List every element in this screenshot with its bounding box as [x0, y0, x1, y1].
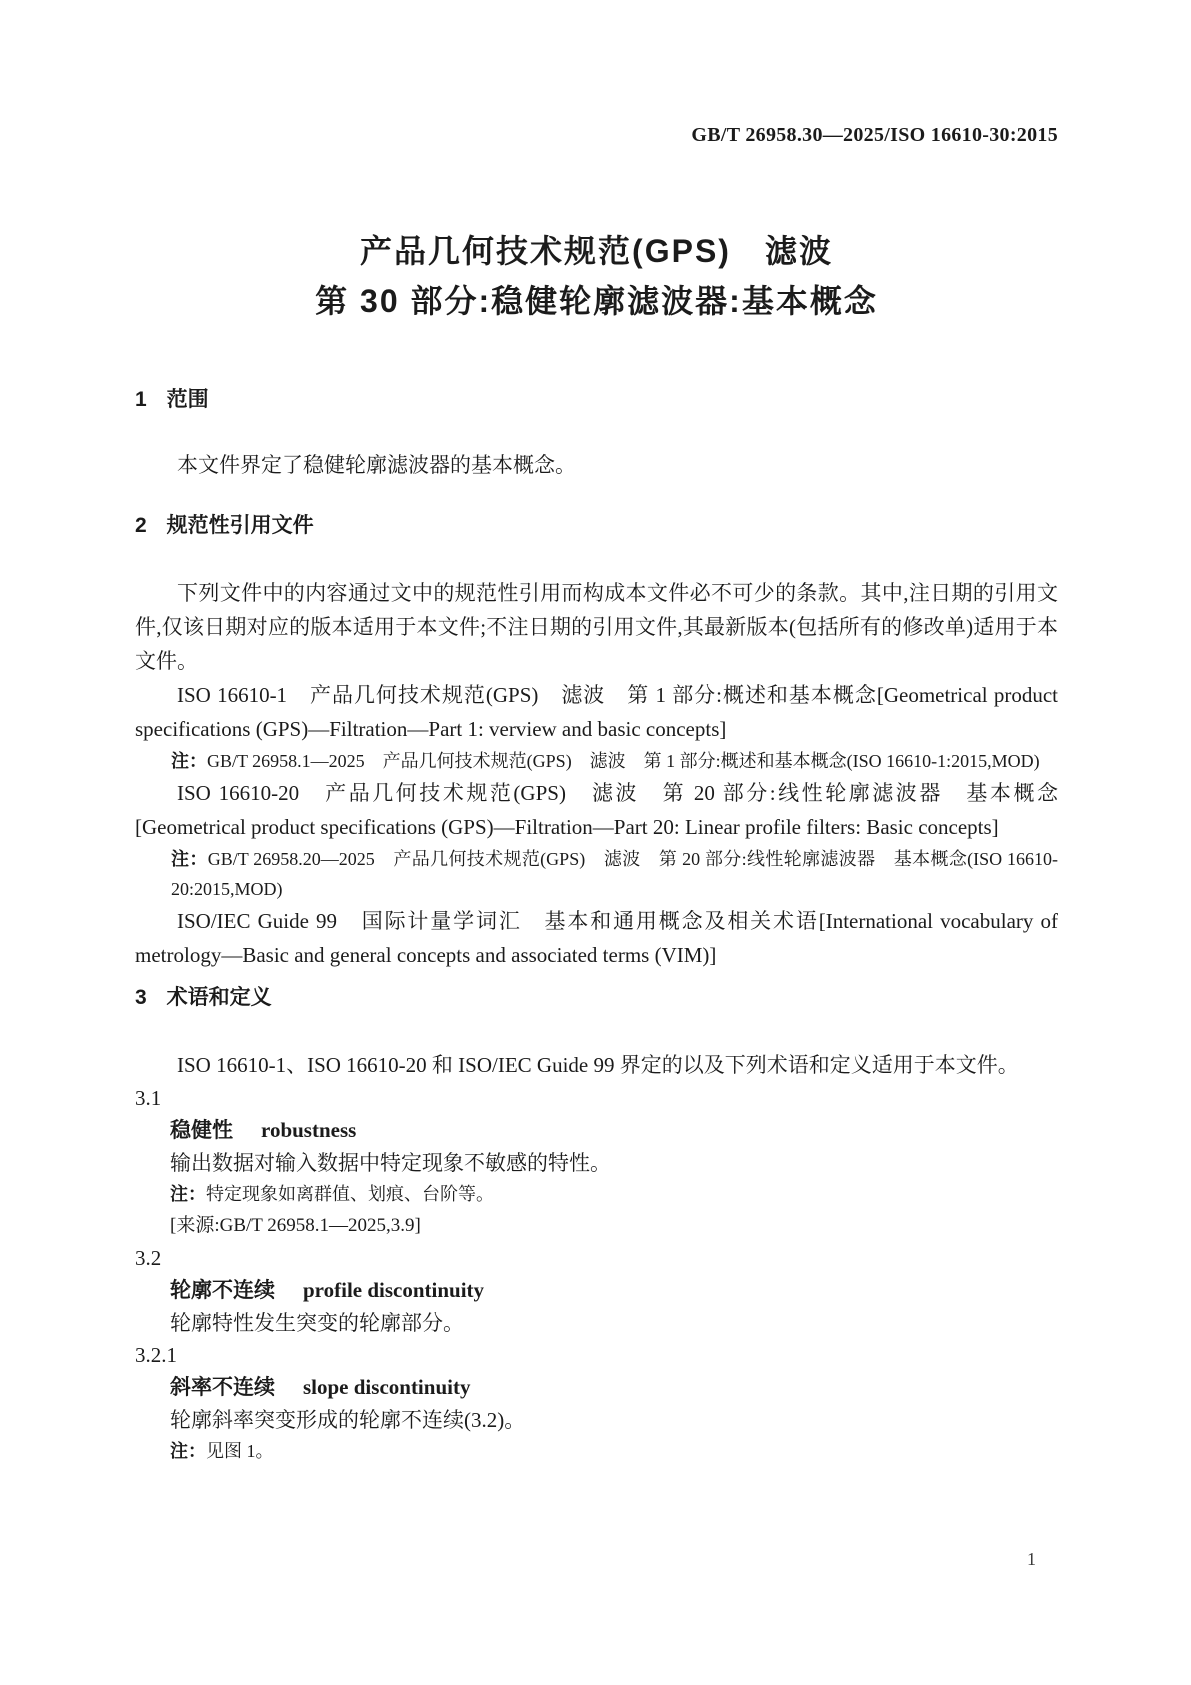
- heading-text: 术语和定义: [166, 986, 272, 1009]
- scope-paragraph: 本文件界定了稳健轮廓滤波器的基本概念。: [177, 453, 576, 477]
- term-heading: [135, 1114, 1058, 1147]
- reference-item: ISO 16610-1 产品几何技术规范(GPS) 滤波 第 1 部分:概述和基本概念[Geometrical product specifications (GPS)—Filtration—Part 1: verview and basic concepts]: [135, 683, 1058, 741]
- page-content: [135, 0, 1058, 1685]
- document-title: [135, 226, 1058, 326]
- term-entry: [135, 1339, 1058, 1466]
- title-line-1: 产品几何技术规范(GPS) 滤波: [360, 233, 833, 269]
- reference-item: ISO/IEC Guide 99 国际计量学词汇 基本和通用概念及相关术语[International vocabulary of metrology—Basic and general concepts and associated terms (VIM)]: [135, 909, 1058, 967]
- section-scope: [135, 386, 1058, 482]
- term-en: profile discontinuity: [303, 1278, 485, 1302]
- reference-note: [135, 844, 1058, 904]
- note-label: 注：: [171, 849, 208, 869]
- term-heading: [135, 1371, 1058, 1404]
- term-number: 3.2: [135, 1246, 162, 1270]
- note-text: GB/T 26958.1—2025 产品几何技术规范(GPS) 滤波 第 1 部分:概述和基本概念(ISO 16610-1:2015,MOD): [207, 751, 1040, 771]
- note-label: 注：: [171, 751, 207, 771]
- heading-text: 范围: [166, 388, 209, 411]
- note-text: 见图 1。: [206, 1441, 274, 1461]
- heading-number: 2: [135, 514, 147, 537]
- term-entry: [135, 1242, 1058, 1339]
- term-zh: 斜率不连续: [170, 1376, 275, 1399]
- section-terms-definitions: [135, 984, 1058, 1466]
- term-definition: 轮廓斜率突变形成的轮廓不连续(3.2)。: [170, 1408, 526, 1432]
- heading-text: 规范性引用文件: [166, 514, 314, 537]
- reference-item: ISO 16610-20 产品几何技术规范(GPS) 滤波 第 20 部分:线性轮廓滤波器 基本概念[Geometrical product specifications (GPS)—Filtration—Part 20: Linear profile filters: Basic concepts]: [135, 781, 1058, 839]
- section-references-heading: [135, 512, 1058, 540]
- heading-number: 1: [135, 388, 147, 411]
- term-note: [135, 1436, 1058, 1466]
- standard-number-header: GB/T 26958.30—2025/ISO 16610-30:2015: [691, 124, 1058, 146]
- page-number: 1: [1027, 1549, 1036, 1569]
- term-en: slope discontinuity: [303, 1375, 471, 1399]
- term-zh: 稳健性: [170, 1119, 233, 1142]
- section-terms-heading: [135, 984, 1058, 1012]
- section-normative-references: [135, 512, 1058, 972]
- normative-references-intro: 下列文件中的内容通过文中的规范性引用而构成本文件必不可少的条款。其中,注日期的引用文件,仅该日期对应的版本适用于本文件;不注日期的引用文件,其最新版本(包括所有的修改单)适用于本文件。: [135, 581, 1058, 673]
- term-number: 3.1: [135, 1086, 162, 1110]
- note-text: 特定现象如离群值、划痕、台阶等。: [206, 1184, 494, 1204]
- reference-note: [135, 746, 1058, 776]
- title-line-2: 第 30 部分:稳健轮廓滤波器:基本概念: [315, 283, 878, 319]
- section-scope-heading: [135, 386, 1058, 414]
- term-en: robustness: [261, 1118, 357, 1142]
- note-label: 注：: [170, 1184, 206, 1204]
- term-number: 3.2.1: [135, 1343, 177, 1367]
- term-zh: 轮廓不连续: [170, 1279, 275, 1302]
- term-heading: [135, 1274, 1058, 1307]
- note-label: 注：: [170, 1441, 206, 1461]
- term-definition: 输出数据对输入数据中特定现象不敏感的特性。: [170, 1151, 611, 1175]
- term-entry: [135, 1082, 1058, 1242]
- term-note: [135, 1179, 1058, 1209]
- term-source: [来源:GB/T 26958.1—2025,3.9]: [170, 1215, 421, 1236]
- heading-number: 3: [135, 986, 147, 1009]
- term-definition: 轮廓特性发生突变的轮廓部分。: [170, 1311, 464, 1335]
- terms-intro: ISO 16610-1、ISO 16610-20 和 ISO/IEC Guide 99 界定的以及下列术语和定义适用于本文件。: [177, 1053, 1019, 1077]
- note-text: GB/T 26958.20—2025 产品几何技术规范(GPS) 滤波 第 20 部分:线性轮廓滤波器 基本概念(ISO 16610-20:2015,MOD): [171, 849, 1058, 899]
